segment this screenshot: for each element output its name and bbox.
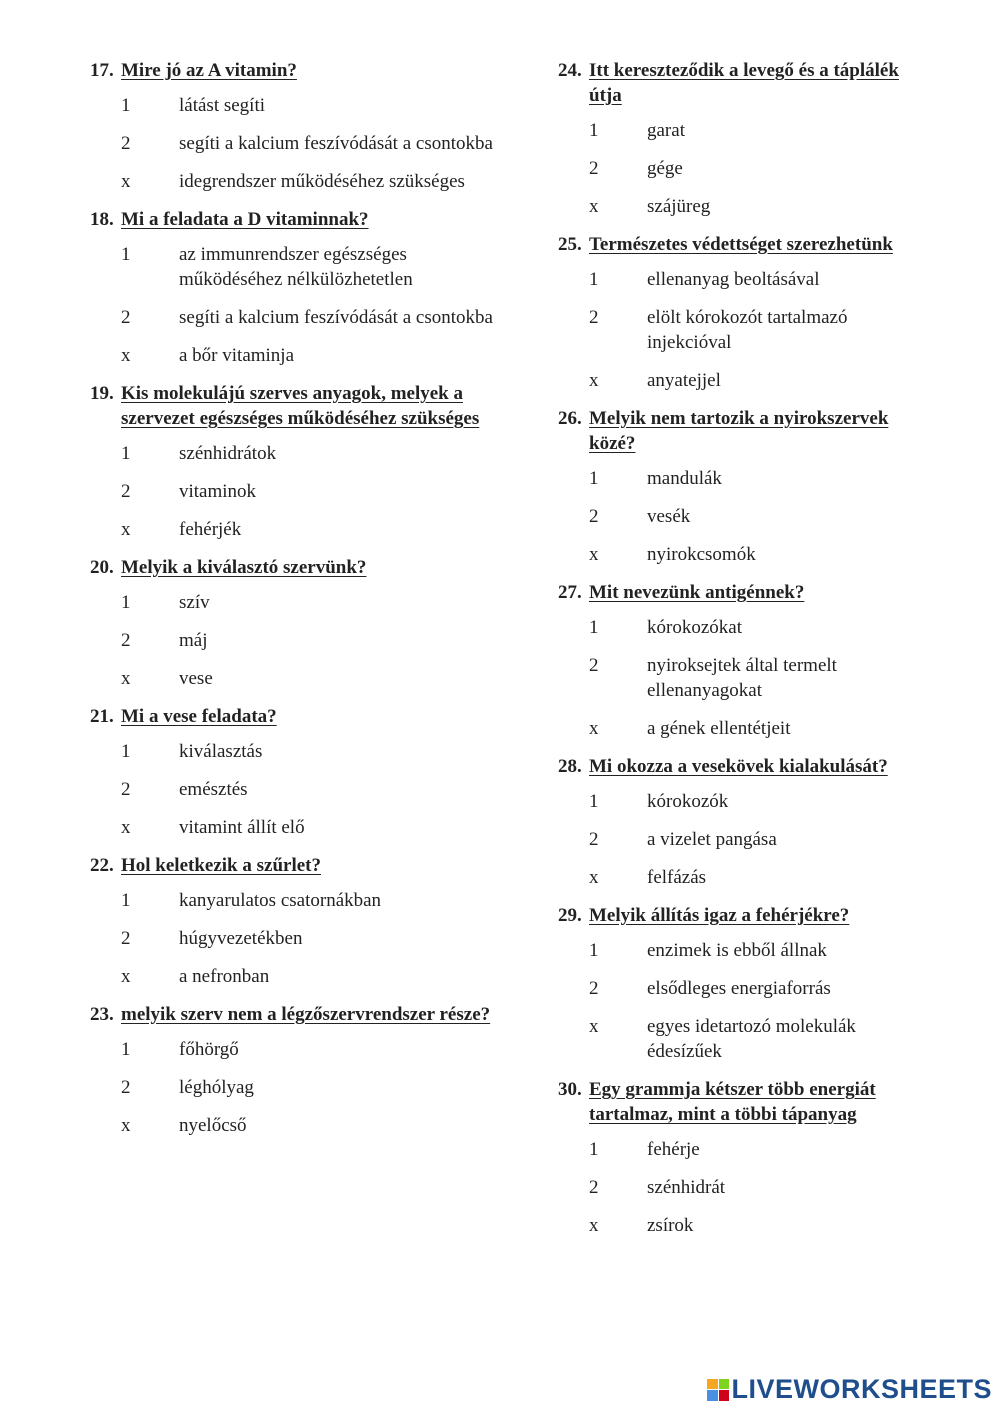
question-text: Mire jó az A vitamin? — [121, 60, 297, 81]
answer-option[interactable] — [90, 242, 500, 292]
answer-option-key: 1 — [121, 1039, 131, 1060]
answer-option-key: 1 — [121, 592, 131, 613]
question-heading — [90, 207, 500, 232]
answer-option[interactable] — [558, 865, 928, 890]
answer-option-key: x — [589, 544, 599, 565]
answer-option-text: szénhidrátok — [179, 443, 277, 464]
answer-option[interactable] — [558, 542, 928, 567]
answer-option-text: a vizelet pangása — [647, 829, 777, 850]
answer-option-key: 2 — [121, 133, 131, 154]
answer-option-text: főhörgő — [179, 1039, 239, 1060]
answer-option[interactable] — [558, 1014, 928, 1064]
question-block — [90, 58, 500, 194]
answer-option-text: egyes idetartozó molekulák édesízűek — [647, 1016, 856, 1062]
answer-option[interactable] — [90, 926, 500, 951]
answer-option[interactable] — [558, 504, 928, 529]
answer-option-text: mandulák — [647, 468, 722, 489]
answer-option-text: idegrendszer működéséhez szükséges — [179, 171, 465, 192]
question-block — [558, 580, 928, 741]
answer-option[interactable] — [558, 194, 928, 219]
answer-option[interactable] — [90, 517, 500, 542]
answer-option[interactable] — [90, 888, 500, 913]
answer-option-key: 1 — [121, 890, 131, 911]
answer-option[interactable] — [558, 118, 928, 143]
answer-option-key: 2 — [589, 307, 599, 328]
answer-option-text: vitamint állít elő — [179, 817, 305, 838]
right-question-column — [558, 58, 928, 1251]
question-heading — [90, 555, 500, 580]
answer-option-text: enzimek is ebből állnak — [647, 940, 827, 961]
answer-option-key: 2 — [589, 506, 599, 527]
question-text: Mi okozza a vesekövek kialakulását? — [589, 756, 888, 777]
answer-option[interactable] — [90, 666, 500, 691]
answer-option-text: vitaminok — [179, 481, 257, 502]
answer-option-text: húgyvezetékben — [179, 928, 303, 949]
logo-square — [719, 1390, 730, 1401]
answer-option-text: a nefronban — [179, 966, 270, 987]
question-number: 17. — [90, 60, 114, 81]
answer-option-text: léghólyag — [179, 1077, 254, 1098]
logo-square — [719, 1379, 730, 1390]
answer-option-key: x — [589, 718, 599, 739]
answer-option[interactable] — [90, 739, 500, 764]
left-question-column — [90, 58, 500, 1151]
answer-option-key: 1 — [589, 617, 599, 638]
question-number: 20. — [90, 557, 114, 578]
answer-option-text: gége — [647, 158, 683, 179]
brand-text: LIVEWORKSHEETS — [731, 1374, 992, 1404]
answer-option-text: emésztés — [179, 779, 248, 800]
answer-option-key: 2 — [589, 655, 599, 676]
liveworksheets-logo-icon — [707, 1379, 729, 1401]
answer-option-key: 1 — [121, 95, 131, 116]
question-block — [90, 704, 500, 840]
logo-square — [707, 1390, 718, 1401]
question-heading — [90, 381, 500, 431]
answer-option-text: segíti a kalcium feszívódását a csontokba — [179, 133, 493, 154]
answer-option-text: nyiroksejtek által termelt ellenanyagokat — [647, 655, 837, 701]
answer-option-text: máj — [179, 630, 208, 651]
liveworksheets-brand[interactable] — [707, 1374, 992, 1405]
answer-option[interactable] — [90, 1075, 500, 1100]
answer-option[interactable] — [90, 628, 500, 653]
answer-option[interactable] — [90, 1037, 500, 1062]
answer-option-key: 1 — [121, 443, 131, 464]
answer-option[interactable] — [90, 93, 500, 118]
answer-option[interactable] — [558, 716, 928, 741]
question-block — [558, 903, 928, 1064]
answer-option[interactable] — [90, 479, 500, 504]
answer-option-key: 2 — [589, 1177, 599, 1198]
answer-option-text: kanyarulatos csatornákban — [179, 890, 382, 911]
question-block — [558, 58, 928, 219]
answer-option-text: elsődleges energiaforrás — [647, 978, 831, 999]
answer-option-key: x — [121, 817, 131, 838]
question-text: Mit nevezünk antigénnek? — [589, 582, 805, 603]
answer-option-text: kórokozók — [647, 791, 729, 812]
answer-option[interactable] — [558, 466, 928, 491]
answer-option-key: 2 — [121, 481, 131, 502]
question-text: Egy grammja kétszer több energiát tartalmaz, mint a többi tápanyag — [589, 1079, 876, 1125]
answer-option-key: x — [121, 345, 131, 366]
answer-option[interactable] — [558, 789, 928, 814]
answer-option-key: x — [121, 668, 131, 689]
answer-option-key: x — [121, 519, 131, 540]
answer-option[interactable] — [90, 815, 500, 840]
question-text: melyik szerv nem a légzőszervrendszer része? — [121, 1004, 491, 1025]
answer-option-text: ellenanyag beoltásával — [647, 269, 820, 290]
answer-option[interactable] — [558, 1175, 928, 1200]
question-number: 21. — [90, 706, 114, 727]
answer-option[interactable] — [90, 343, 500, 368]
answer-option[interactable] — [558, 368, 928, 393]
question-heading — [558, 903, 928, 928]
question-text: Természetes védettséget szerezhetünk — [589, 234, 893, 255]
question-number: 22. — [90, 855, 114, 876]
question-block — [558, 406, 928, 567]
question-number: 19. — [90, 383, 114, 404]
answer-option-text: kiválasztás — [179, 741, 263, 762]
answer-option-text: zsírok — [647, 1215, 694, 1236]
answer-option-key: x — [121, 1115, 131, 1136]
question-number: 18. — [90, 209, 114, 230]
question-heading — [90, 1002, 500, 1027]
question-text: Mi a feladata a D vitaminnak? — [121, 209, 369, 230]
question-number: 28. — [558, 756, 582, 777]
answer-option-text: vese — [179, 668, 213, 689]
answer-option-key: x — [121, 966, 131, 987]
question-text: Mi a vese feladata? — [121, 706, 277, 727]
answer-option-key: 1 — [589, 269, 599, 290]
answer-option-key: 2 — [121, 1077, 131, 1098]
answer-option[interactable] — [90, 441, 500, 466]
question-block — [558, 1077, 928, 1238]
answer-option-key: 2 — [589, 829, 599, 850]
answer-option-key: 2 — [121, 779, 131, 800]
answer-option[interactable] — [558, 938, 928, 963]
answer-option-key: 1 — [121, 741, 131, 762]
answer-option-text: szénhidrát — [647, 1177, 726, 1198]
answer-option-text: fehérjék — [179, 519, 242, 540]
answer-option[interactable] — [558, 976, 928, 1001]
answer-option-key: 2 — [589, 978, 599, 999]
answer-option-key: 1 — [589, 468, 599, 489]
question-number: 30. — [558, 1079, 582, 1100]
answer-option-text: felfázás — [647, 867, 707, 888]
answer-option-key: 2 — [121, 630, 131, 651]
answer-option-key: x — [589, 867, 599, 888]
question-heading — [90, 853, 500, 878]
answer-option[interactable] — [90, 305, 500, 330]
question-heading — [558, 754, 928, 779]
answer-option-text: vesék — [647, 506, 691, 527]
answer-option-text: fehérje — [647, 1139, 700, 1160]
question-text: Melyik állítás igaz a fehérjékre? — [589, 905, 850, 926]
question-block — [90, 1002, 500, 1138]
answer-option[interactable] — [90, 590, 500, 615]
answer-option-key: 2 — [121, 928, 131, 949]
answer-option-key: x — [589, 196, 599, 217]
question-text: Kis molekulájú szerves anyagok, melyek a szervezet egészséges működéséhez szükséges — [121, 383, 480, 429]
question-heading — [558, 406, 928, 456]
answer-option-key: 2 — [589, 158, 599, 179]
answer-option-key: 1 — [121, 244, 131, 265]
answer-option-key: 1 — [589, 120, 599, 141]
question-text: Itt kereszteződik a levegő és a táplálék útja — [589, 60, 899, 106]
question-block — [90, 555, 500, 691]
answer-option[interactable] — [558, 1213, 928, 1238]
question-number: 27. — [558, 582, 582, 603]
answer-option[interactable] — [558, 267, 928, 292]
answer-option[interactable] — [90, 1113, 500, 1138]
answer-option[interactable] — [558, 615, 928, 640]
answer-option-key: x — [589, 1016, 599, 1037]
answer-option[interactable] — [90, 777, 500, 802]
question-block — [90, 207, 500, 368]
question-block — [90, 853, 500, 989]
answer-option-text: anyatejjel — [647, 370, 721, 391]
question-heading — [558, 58, 928, 108]
answer-option[interactable] — [90, 131, 500, 156]
question-block — [90, 381, 500, 542]
question-block — [558, 754, 928, 890]
answer-option-key: 1 — [589, 1139, 599, 1160]
question-heading — [558, 1077, 928, 1127]
question-number: 26. — [558, 408, 582, 429]
answer-option[interactable] — [558, 653, 928, 703]
question-heading — [558, 232, 928, 257]
question-number: 29. — [558, 905, 582, 926]
question-number: 23. — [90, 1004, 114, 1025]
question-number: 25. — [558, 234, 582, 255]
answer-option-key: x — [589, 1215, 599, 1236]
answer-option-text: az immunrendszer egészséges működéséhez nélkülözhetetlen — [179, 244, 413, 290]
answer-option-text: szájüreg — [647, 196, 711, 217]
answer-option[interactable] — [90, 169, 500, 194]
answer-option[interactable] — [558, 305, 928, 355]
question-number: 24. — [558, 60, 582, 81]
answer-option-key: 1 — [589, 940, 599, 961]
question-text: Hol keletkezik a szűrlet? — [121, 855, 321, 876]
answer-option[interactable] — [558, 827, 928, 852]
answer-option[interactable] — [558, 1137, 928, 1162]
answer-option-text: nyelőcső — [179, 1115, 247, 1136]
answer-option-text: garat — [647, 120, 685, 141]
answer-option-text: elölt kórokozót tartalmazó injekcióval — [647, 307, 848, 353]
answer-option-text: segíti a kalcium feszívódását a csontokba — [179, 307, 493, 328]
logo-square — [707, 1379, 718, 1390]
answer-option-text: nyirokcsomók — [647, 544, 756, 565]
answer-option-key: 1 — [589, 791, 599, 812]
question-text: Melyik nem tartozik a nyirokszervek közé? — [589, 408, 889, 454]
answer-option-text: a bőr vitaminja — [179, 345, 295, 366]
question-heading — [558, 580, 928, 605]
question-block — [558, 232, 928, 393]
answer-option-text: a gének ellentétjeit — [647, 718, 791, 739]
question-heading — [90, 704, 500, 729]
answer-option-text: szív — [179, 592, 210, 613]
question-heading — [90, 58, 500, 83]
answer-option-key: x — [121, 171, 131, 192]
answer-option-text: kórokozókat — [647, 617, 742, 638]
answer-option-key: x — [589, 370, 599, 391]
answer-option[interactable] — [90, 964, 500, 989]
answer-option-text: látást segíti — [179, 95, 266, 116]
question-text: Melyik a kiválasztó szervünk? — [121, 557, 367, 578]
answer-option[interactable] — [558, 156, 928, 181]
answer-option-key: 2 — [121, 307, 131, 328]
